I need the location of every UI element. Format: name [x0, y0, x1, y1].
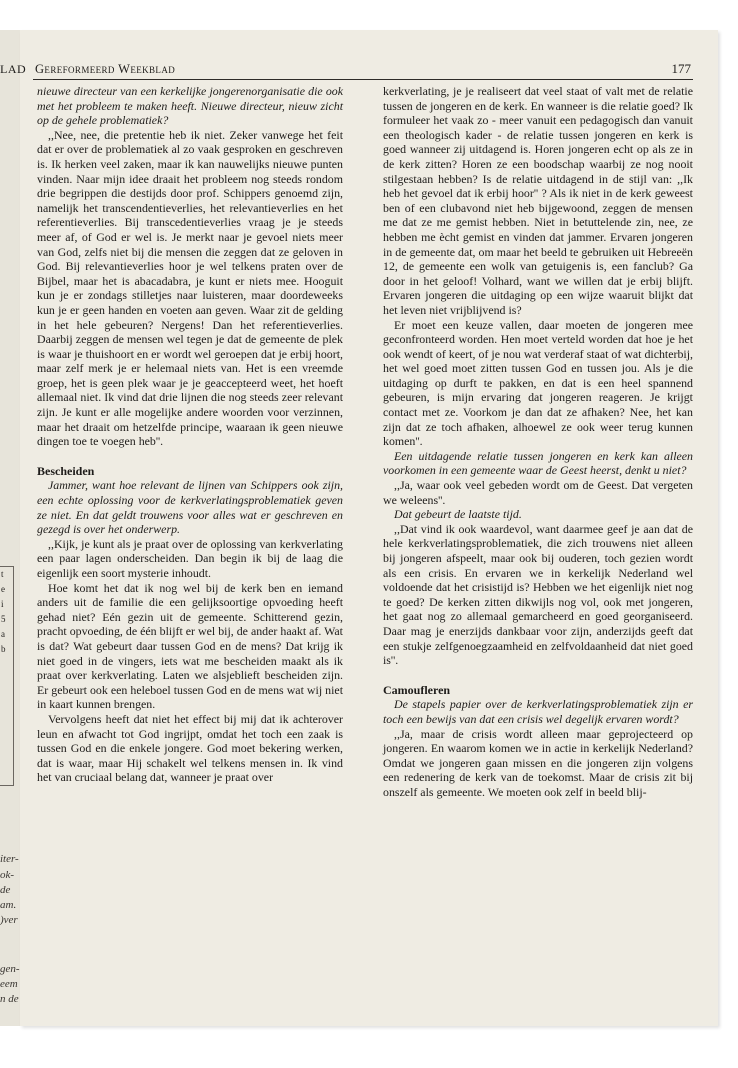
box-char: e [1, 584, 5, 594]
question-paragraph: De stapels papier over de kerkverlatingsproblematiek zijn er toch een bewijs van dat een crisis wel degelijk ervaren wordt? [383, 697, 693, 726]
previous-page-edge [0, 30, 21, 1026]
running-header [0, 59, 693, 80]
answer-paragraph: ,,Dat vind ik ook waardevol, want daarmee geef je aan dat de hele kerkverlatingsproblematiek, die zich trouwens niet alleen bij jongeren afspeelt, maar ook bij ouderen, toch gezien wordt als een crisis. En ervaren we in kerkelijk Nederland wel voldoende dat het crisistijd is? Hebben we het eigenlijk niet nog te goed? De kerken zitten dikwijls nog vol, ook met jongeren, het gaat nog zo allemaal gemarcheerd en goed georganiseerd. Daar mag je enerzijds dankbaar voor zijn, anderzijds geeft dat een stukje zelfgenoegzaamheid en zelfvoldaanheid dat niet goed is''. [383, 521, 693, 668]
answer-paragraph: ,,Ja, waar ook veel gebeden wordt om de Geest. Dat vergeten we weleens''. [383, 478, 693, 507]
gutter-line: am. [0, 899, 17, 911]
gutter-line: n de [0, 993, 19, 1005]
question-paragraph: Jammer, want hoe relevant de lijnen van Schippers ook zijn, een echte oplossing voor de kerkverlatingsproblematiek geven ze niet. En dat geldt trouwens voor alles wat er geschreven en gezegd is over het onderwerp. [37, 478, 343, 537]
question-paragraph: Een uitdagende relatie tussen jongeren en kerk kan alleen voorkomen in een gemeente waar de Geest heerst, denkt u niet? [383, 448, 693, 478]
question-paragraph: Dat gebeurt de laatste tijd. [394, 507, 522, 522]
section-heading: Camoufleren [383, 682, 451, 697]
box-char: b [1, 644, 6, 654]
body-paragraph: Er moet een keuze vallen, daar moeten de jongeren mee geconfronteerd worden. Hen moet verteld worden dat hoe je het ook wendt of keert, of je nou wat verderaf staat of wat dichterbij, het wel goed moet zitten tussen God en tussen jou. Als je die uitdaging op durft te pakken, en dat is een heel spannend gebeuren, is mijn ervaring dat jongeren reageren. Je krijgt contact met ze. Voorkom je dan dat ze afhaken? Nee, het kan zijn dat ze toch afhaken, alhoewel ze ook weer terug kunnen komen''. [383, 317, 693, 449]
box-char: a [1, 629, 5, 639]
answer-paragraph: ,,Ja, maar de crisis wordt alleen maar geprojecteerd op jongeren. En waarom komen we in actie in kerkelijk Nederland? Omdat we jongeren gaan missen en die jongeren zijn volgens een redenering de kerk van de toekomst. Maar de crisis zit bij onszelf als gemeente. We moeten ook zelf in beeld blij- [383, 726, 693, 799]
page-number: 177 [671, 61, 691, 76]
box-char: i [1, 599, 4, 609]
body-paragraph: Hoe komt het dat ik nog wel bij de kerk ben en iemand anders uit de familie die een gelijksoortige opvoeding heeft gehad niet? Eén gezin uit de gemeente. Schitterend gezin, pracht opvoeding, de één blijft er wel bij, de ander haakt af. Wat is dat? Wat gebeurt daar tussen God en de mens? Dat krijg ik niet goed in de vingers, iets wat me bescheiden maakt als ik praat over kerkverlating. Laten we alsjeblieft bescheiden zijn. Er gebeurt ook een heleboel tussen God en de mens wat wij niet in kaart kunnen brengen. [37, 580, 343, 712]
section-heading: Bescheiden [37, 463, 95, 478]
gutter-line: eem [0, 978, 18, 990]
gutter-line: de [0, 884, 11, 896]
question-paragraph: nieuwe directeur van een kerkelijke jongerenorganisatie die ook met het probleem te maken heeft. Nieuwe directeur, nieuw zicht op de gehele problematiek? [37, 84, 343, 128]
box-char: t [1, 569, 4, 579]
publication-title: Gereformeerd Weekblad [35, 62, 176, 76]
answer-paragraph: ,,Nee, nee, die pretentie heb ik niet. Zeker vanwege het feit dat er over de problematiek al zo vaak gesproken en geschreven is. Ik herken veel zaken, maar ik kan nauwelijks nieuwe punten vinden. Naar mijn idee draait het probleem nog steeds rondom drie begrippen die destijds door prof. Schippers genoemd zijn, namelijk het transcendentieverlies, het relevantieverlies en het referentieverlies. Bij transcedentieverlies vraag je je steeds meer af, of God er wel is. Je merkt naar je gevoel niets meer van God, zelfs niet bij die mensen die zeggen dat ze geloven in God. Bij relevantieverlies hoor je wel telkens praten over de Bijbel, maar het is abacadabra, je kunt er niets mee. Hooguit kun je er zondags stilletjes naar luisteren, maar doordeweeks kun je er geen handen en voeten aan geven. Waar zit de gelding in het hele gebeuren? Nergens! Dan het referentieverlies. Daarbij zeggen de mensen wel tegen je dat de gemeente de plek is waar je thuishoort en er wordt wel geroepen dat je erbij hoort, maar zelf merk je er helemaal niets van. Het is een vreemde groep, het is geen plek waar je je geaccepteerd weet, het hoeft allemaal niet. Ik vind dat drie lijnen die nog steeds zeer relevant zijn. Je kunt er alle mogelijke andere woorden voor verzinnen, maar het draait om hetzelfde principe, waaraan ik geen nieuwe dingen toe te voegen heb''. [37, 127, 343, 449]
body-paragraph: kerkverlating, je je realiseert dat veel staat of valt met de relatie tussen de jongeren en de kerk. En wanneer is die relatie goed? Ik formuleer het vaak zo - meer vanuit een pedagogisch dan vanuit een theologisch kader - de relatie tussen jongeren en kerk is goed wanneer zij uitdagend is. Horen jongeren echt op als ze in de kerk zitten? Horen ze een boodschap waarbij ze nog nooit stilgestaan hebben? Is de relatie uitdagend in de stijl van: ,,Ik heb het gevoel dat ik erbij hoor'' ? Als ik niet in de kerk geweest ben of een clubavond niet heb bijgewoond, zeggen de mensen me dat ze me gemist hebben. Niet in betuttelende zin, nee, ze hebben me ècht gemist en vinden dat jammer. Ervaren jongeren in de gemeente dat, om maar het beeld te gebruiken uit Hebreeën 12, de gemeente een wolk van getuigenis is, een fanclub? Ga door in het geloof! Volhard, want we willen dat je erbij blijft. Ervaren jongeren die uitdaging op een wijze waaruit blijkt dat het leven niet vrijblijvend is? [383, 84, 693, 317]
previous-page-header-fragment: LAD [0, 62, 27, 76]
gutter-line: gen- [0, 963, 20, 975]
body-paragraph: Vervolgens heeft dat niet het effect bij mij dat ik achterover leun en afwacht tot God ingrijpt, omdat het toch een zaak is tussen God en die enkele jongere. God moet bekering werken, dat is waar, maar Hij schakelt wel telkens mensen in. Ik vind het van cruciaal belang dat, wanneer je praat over [37, 711, 343, 785]
column-left [37, 84, 343, 785]
gutter-line: )ver [0, 914, 18, 926]
column-right [383, 84, 693, 800]
gutter-line: iter- [0, 853, 19, 865]
gutter-line: ok- [0, 869, 15, 881]
box-char: 5 [1, 614, 6, 624]
previous-page-box [0, 566, 14, 786]
answer-paragraph: ,,Kijk, je kunt als je praat over de oplossing van kerkverlating een paar lagen onderscheiden. Dan begin ik bij de laag die eigenlijk een soort mysterie inhoudt. [37, 536, 343, 580]
